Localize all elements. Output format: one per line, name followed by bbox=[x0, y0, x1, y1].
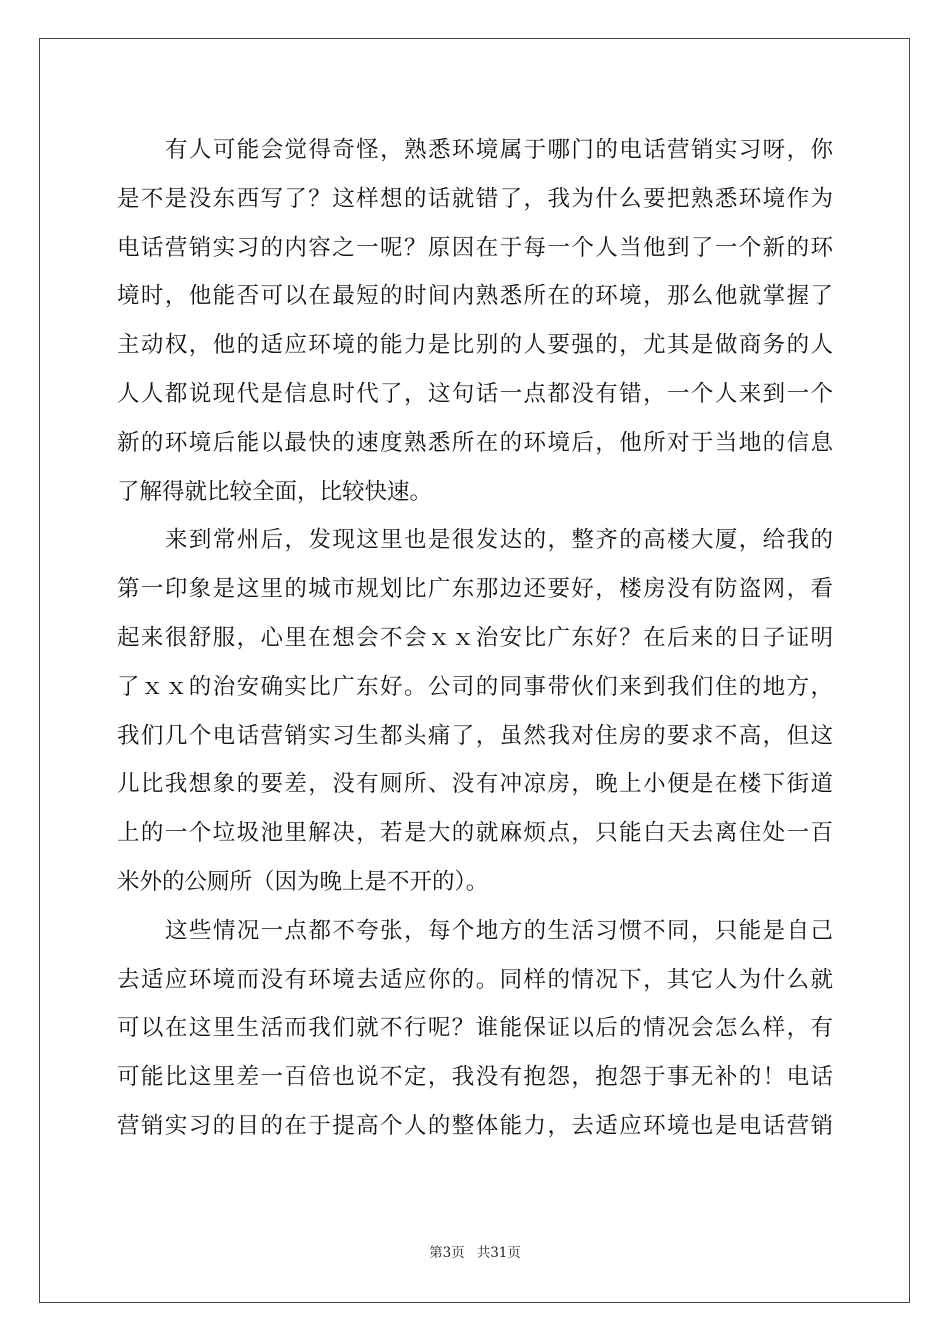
text-line: 境时，他能否可以在最短的时间内熟悉所在的环境，那么他就掌握了 bbox=[117, 283, 833, 310]
text-line: 营销实习的目的在于提高个人的整体能力，去适应环境也是电话营销 bbox=[117, 1112, 833, 1139]
text-line: 这些情况一点都不夸张，每个地方的生活习惯不同，只能是自己 bbox=[165, 917, 833, 944]
text-line: 新的环境后能以最快的速度熟悉所在的环境后，他所对于当地的信息 bbox=[117, 429, 833, 456]
page-footer bbox=[0, 1244, 950, 1262]
text-line: 我们几个电话营销实习生都头痛了，虽然我对住房的要求不高，但这 bbox=[117, 722, 833, 749]
text-line: 是不是没东西写了？这样想的话就错了，我为什么要把熟悉环境作为 bbox=[117, 185, 833, 212]
document-body bbox=[117, 126, 833, 1151]
page-total: 共31页 bbox=[476, 1245, 521, 1261]
paragraph-3 bbox=[117, 907, 833, 1151]
text-line: 去适应环境而没有环境去适应你的。同样的情况下，其它人为什么就 bbox=[117, 966, 833, 993]
text-line: 了解得就比较全面，比较快速。 bbox=[117, 478, 433, 505]
text-line: 第一印象是这里的城市规划比广东那边还要好，楼房没有防盗网，看 bbox=[117, 576, 833, 603]
page-number: 第3页 bbox=[429, 1245, 465, 1261]
text-line: 来到常州后，发现这里也是很发达的，整齐的高楼大厦，给我的 bbox=[165, 527, 833, 554]
text-line: 儿比我想象的要差，没有厕所、没有冲凉房，晚上小便是在楼下街道 bbox=[117, 771, 833, 798]
text-line: 人人都说现代是信息时代了，这句话一点都没有错，一个人来到一个 bbox=[117, 380, 833, 407]
paragraph-1 bbox=[117, 126, 833, 516]
text-line: 可以在这里生活而我们就不行呢？谁能保证以后的情况会怎么样，有 bbox=[117, 1015, 833, 1042]
text-line: 米外的公厕所（因为晚上是不开的）。 bbox=[117, 868, 489, 895]
text-line: 可能比这里差一百倍也说不定，我没有抱怨，抱怨于事无补的！电话 bbox=[117, 1064, 833, 1091]
text-line: 起来很舒服，心里在想会不会ｘｘ治安比广东好？在后来的日子证明 bbox=[117, 624, 833, 651]
text-line: 上的一个垃圾池里解决，若是大的就麻烦点，只能白天去离住处一百 bbox=[117, 820, 833, 847]
text-line: 电话营销实习的内容之一呢？原因在于每一个人当他到了一个新的环 bbox=[117, 234, 833, 261]
text-line: 了ｘｘ的治安确实比广东好。公司的同事带伙们来到我们住的地方， bbox=[117, 673, 833, 700]
paragraph-2 bbox=[117, 516, 833, 906]
text-line: 主动权，他的适应环境的能力是比别的人要强的，尤其是做商务的人 bbox=[117, 332, 833, 359]
text-line: 有人可能会觉得奇怪，熟悉环境属于哪门的电话营销实习呀，你 bbox=[165, 137, 833, 163]
